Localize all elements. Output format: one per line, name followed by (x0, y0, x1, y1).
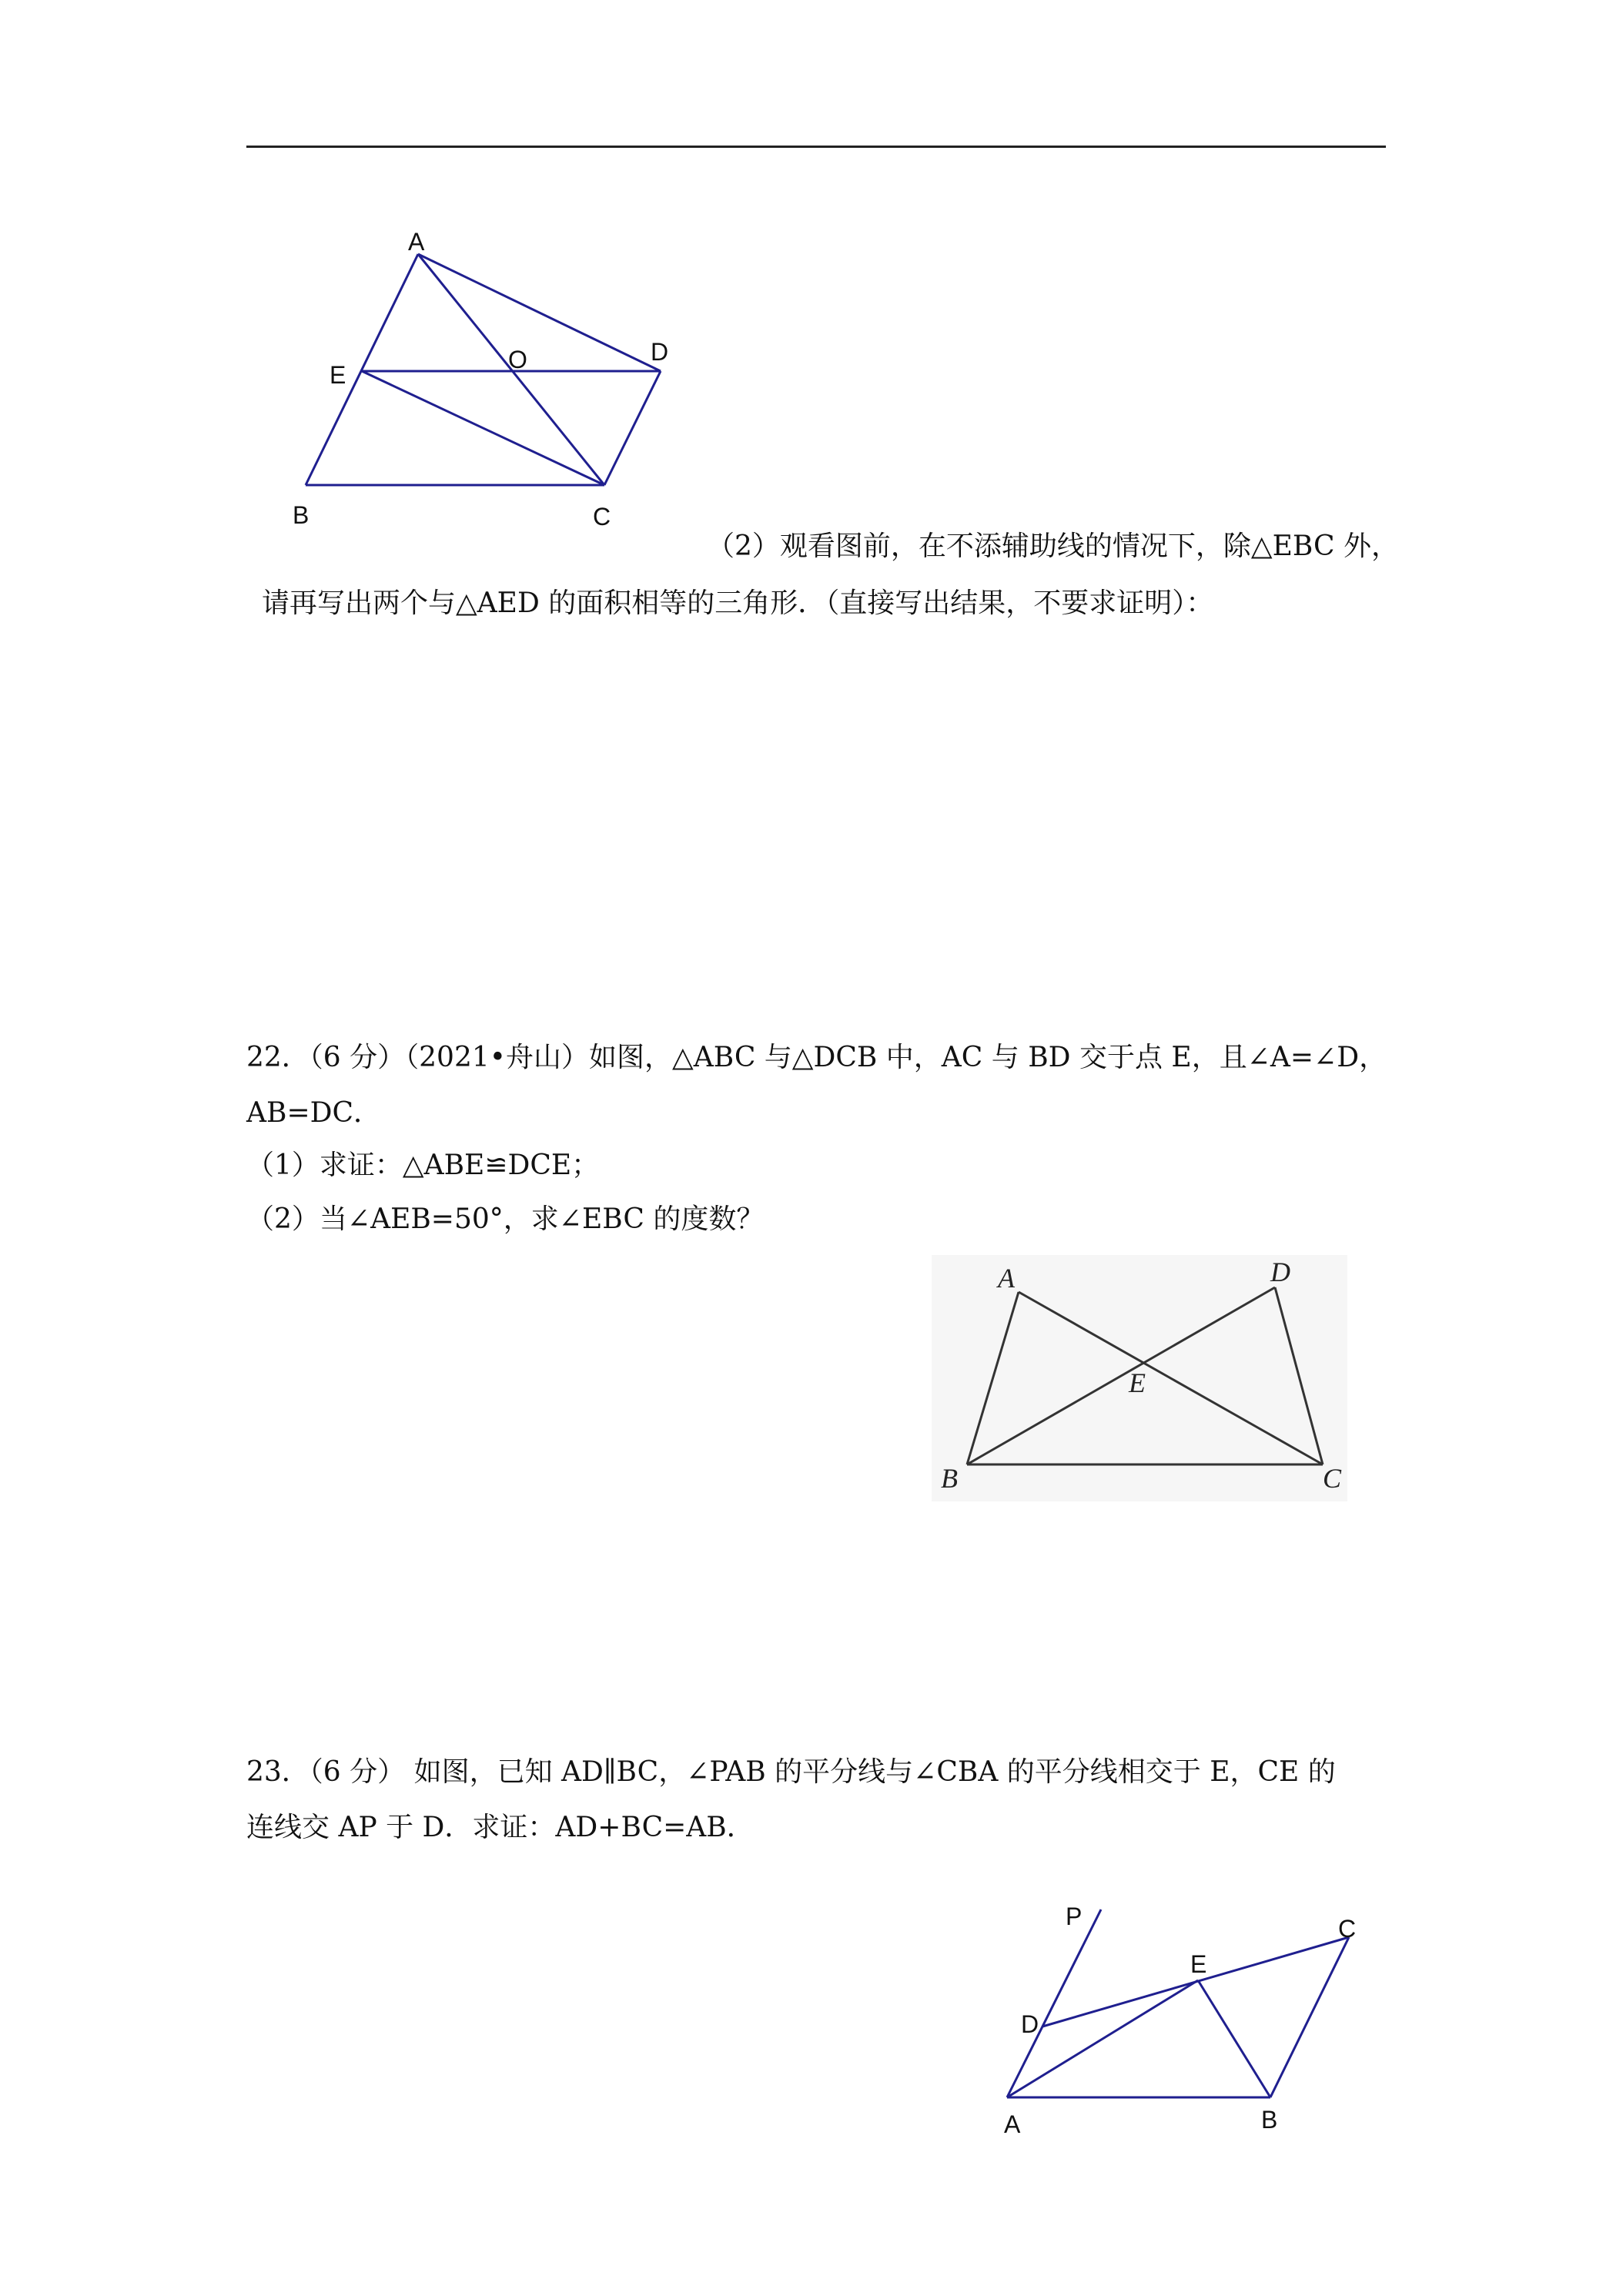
label-A: A (1004, 2110, 1021, 2138)
segment-EB (1198, 1980, 1270, 2097)
label-D: D (1021, 2010, 1039, 2038)
q23-line1: 23．（6 分） 如图，已知 AD∥BC，∠PAB 的平分线与∠CBA 的平分线相交于 E，CE 的 (246, 1756, 1336, 1788)
label-C: C (593, 503, 611, 530)
q22-line1: 22．（6 分）（2021•舟山）如图，△ABC 与△DCB 中，AC 与 BD 交于点 E，且∠A=∠D， (246, 1042, 1387, 1073)
label-C: C (1338, 1915, 1357, 1943)
label-B: B (1261, 2106, 1278, 2134)
q22-part1: （1）求证：△ABE≌DCE； (246, 1150, 600, 1181)
label-A: A (408, 228, 425, 256)
q21-part2-line1: （2）观看图前，在不添辅助线的情况下，除△EBC 外， (707, 530, 1399, 562)
label-D: D (651, 338, 669, 366)
label-D: D (1270, 1257, 1290, 1287)
label-B: B (941, 1463, 958, 1494)
label-E: E (330, 361, 346, 389)
label-B: B (293, 501, 310, 529)
label-A: A (998, 1263, 1015, 1294)
segment-BC (1270, 1937, 1349, 2097)
q22-part2: （2）当∠AEB=50°，求∠EBC 的度数？ (246, 1203, 765, 1235)
label-P: P (1066, 1903, 1083, 1930)
label-O: O (508, 346, 527, 373)
label-E: E (1129, 1367, 1146, 1398)
q23-line2: 连线交 AP 于 D．求证：AD+BC=AB． (246, 1812, 755, 1843)
q21-part2-line2: 请再写出两个与△AED 的面积相等的三角形．（直接写出结果，不要求证明）： (262, 587, 1214, 619)
q22-line2: AB=DC． (246, 1097, 382, 1129)
label-C: C (1323, 1463, 1342, 1494)
label-E: E (1190, 1950, 1207, 1978)
